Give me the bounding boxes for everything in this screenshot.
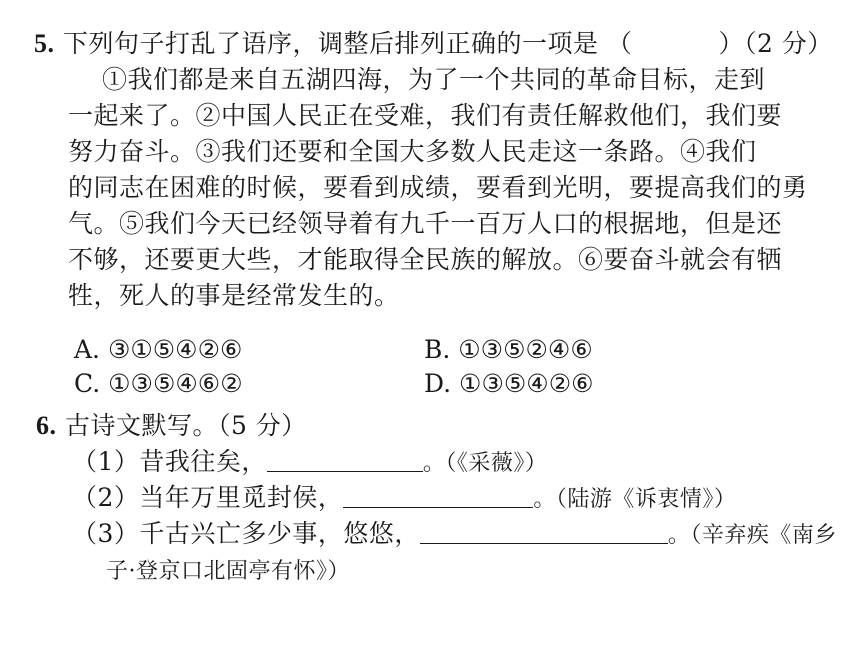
q6-item-3-blank[interactable] xyxy=(420,521,668,544)
q5-passage-line-1: ①我们都是来自五湖四海，为了一个共同的革命目标，走到 xyxy=(102,65,766,94)
q5-passage-line-7: 牲，死人的事是经常发生的。 xyxy=(68,281,400,310)
q5-number: 5. xyxy=(34,29,55,58)
q6-item-2-after: 。（陆游《诉衷情》） xyxy=(533,487,737,512)
q5-option-a[interactable]: A. ③①⑤④②⑥ xyxy=(74,335,243,364)
q6-item-2-before: （2）当年万里觅封侯， xyxy=(72,483,344,512)
q6-item-3 xyxy=(72,518,837,552)
q6-item-1 xyxy=(72,446,547,480)
q6-item-2-blank[interactable] xyxy=(343,485,533,508)
q5-score: （2 分） xyxy=(743,29,833,58)
q5-paren-open: （ xyxy=(606,29,633,58)
q6-item-1-blank[interactable] xyxy=(267,449,423,472)
q5-passage-line-6: 不够，还要更大些，才能取得全民族的解放。⑥要奋斗就会有牺 xyxy=(68,245,783,274)
q6-item-3-after: 。（辛弃疾《南乡 xyxy=(667,523,837,548)
q5-option-b[interactable]: B. ①③⑤②④⑥ xyxy=(424,335,593,364)
q5-passage-line-4: 的同志在困难的时候，要看到成绩，要看到光明，要提高我们的勇 xyxy=(68,173,808,202)
q6-stem: 古诗文默写。（5 分） xyxy=(64,411,307,440)
q5-passage-line-2: 一起来了。②中国人民正在受难，我们有责任解救他们，我们要 xyxy=(68,101,783,130)
q5-passage-line-3: 努力奋斗。③我们还要和全国大多数人民走这一条路。④我们 xyxy=(68,137,757,166)
q6-item-3-continuation: 子·登京口北固亭有怀》） xyxy=(106,559,350,584)
q6-item-1-after: 。（《采薇》） xyxy=(422,451,548,476)
q5-option-c[interactable]: C. ①③⑤④⑥② xyxy=(74,369,243,398)
q6-item-3-before: （3）千古兴亡多少事，悠悠， xyxy=(72,519,420,548)
q5-option-d[interactable]: D. ①③⑤④②⑥ xyxy=(424,369,594,398)
q5-passage-line-5: 气。⑤我们今天已经领导着有九千一百万人口的根据地，但是还 xyxy=(68,209,783,238)
q6-item-2 xyxy=(72,482,736,516)
q5-stem: 下列句子打乱了语序，调整后排列正确的一项是 xyxy=(62,29,599,58)
q6-item-1-before: （1）昔我往矣， xyxy=(72,447,267,476)
q5-stem-line xyxy=(34,28,833,60)
q6-number: 6. xyxy=(36,411,57,440)
q5-paren-close: ） xyxy=(718,29,744,58)
q6-stem-line xyxy=(36,410,307,442)
